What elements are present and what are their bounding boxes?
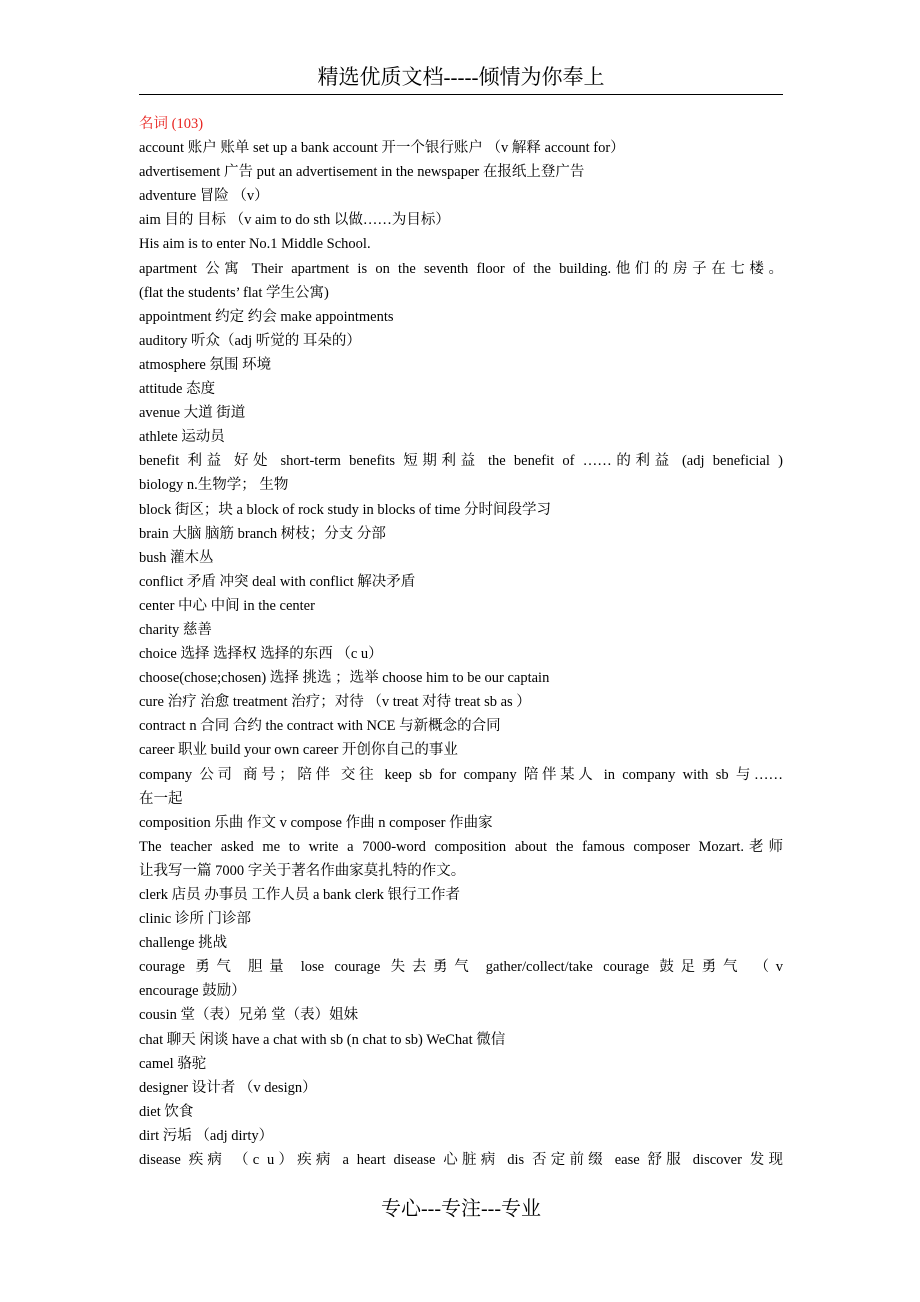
text-line: block 街区；块 a block of rock study in blocks of time 分时间段学习 [139, 501, 551, 518]
text-line: choice 选择 选择权 选择的东西 （c u） [139, 646, 383, 663]
text-line: athlete 运动员 [139, 429, 225, 446]
text-line: clerk 店员 办事员 工作人员 a bank clerk 银行工作者 [139, 887, 460, 903]
text-line: contract n 合同 合约 the contract with NCE 与新概念的合同 [139, 718, 501, 735]
text-line: advertisement 广告 put an advertisement in the newspaper 在报纸上登广告 [139, 164, 585, 181]
text-line: career 职业 build your own career 开创你自己的事业 [139, 742, 458, 759]
text-line: dirt 污垢 （adj dirty） [139, 1127, 274, 1144]
text-line: biology n.生物学； 生物 [139, 477, 289, 494]
text-line: 让我写一篇 7000 字关于著名作曲家莫扎特的作文。 [139, 862, 466, 879]
text-line: disease 疾病 （c u）疾病 a heart disease 心脏病 dis 否定前缀 ease 舒服 discover 发现 [139, 1152, 783, 1169]
page-footer: 专心---专注---专业 [381, 1198, 541, 1220]
text-line: courage 勇气 胆量 lose courage 失去勇气 gather/collect/take courage 鼓足勇气 （v [139, 959, 783, 976]
text-line: His aim is to enter No.1 Middle School. [139, 236, 371, 253]
text-line: choose(chose;chosen) 选择 挑选 ；选举 choose him to be our captain [139, 670, 550, 687]
text-line: bush 灌木丛 [139, 549, 214, 566]
text-line: diet 饮食 [139, 1103, 194, 1120]
text-line: chat 聊天 闲谈 have a chat with sb (n chat to sb) WeChat 微信 [139, 1031, 506, 1048]
section-heading: 名词 (103) [139, 116, 204, 132]
text-line: center 中心 中间 in the center [139, 597, 315, 614]
text-line: avenue 大道 街道 [139, 405, 246, 422]
text-line: apartment 公寓 Their apartment is on the seventh floor of the building.他们的房子在七楼。 [139, 260, 783, 277]
text-line: camel 骆驼 [139, 1055, 207, 1072]
text-line: charity 慈善 [139, 621, 212, 638]
text-line: composition 乐曲 作文 v compose 作曲 n composer 作曲家 [139, 814, 493, 831]
text-line: account 账户 账单 set up a bank account 开一个银行账户 （v 解释 account for） [139, 140, 625, 157]
text-line: auditory 听众（adj 听觉的 耳朵的） [139, 332, 361, 349]
text-line: benefit 利益 好处 short-term benefits 短期利益 the benefit of ……的利益 (adj beneficial ) [139, 453, 783, 470]
text-line: conflict 矛盾 冲突 deal with conflict 解决矛盾 [139, 573, 416, 590]
text-line: company 公司 商号；陪伴 交往 keep sb for company 陪伴某人 in company with sb 与…… [139, 766, 783, 783]
text-line: cousin 堂（表）兄弟 堂（表）姐妹 [139, 1007, 359, 1024]
text-line: encourage 鼓励） [139, 983, 246, 1000]
text-line: appointment 约定 约会 make appointments [139, 308, 394, 325]
text-line: cure 治疗 治愈 treatment 治疗；对待 （v treat 对待 treat sb as ） [139, 694, 531, 711]
text-line: (flat the students’ flat 学生公寓) [139, 284, 329, 301]
text-line: attitude 态度 [139, 381, 216, 398]
text-line: adventure 冒险 （v） [139, 188, 269, 205]
text-line: brain 大脑 脑筋 branch 树枝；分支 分部 [139, 525, 386, 542]
text-line: designer 设计者 （v design） [139, 1079, 317, 1096]
text-line: 在一起 [139, 790, 183, 807]
document-body [139, 112, 783, 1172]
text-line: aim 目的 目标 （v aim to do sth 以做……为目标） [139, 212, 450, 229]
page-header: 精选优质文档-----倾情为你奉上 [139, 62, 783, 95]
text-line: atmosphere 氛围 环境 [139, 356, 272, 373]
text-line: The teacher asked me to write a 7000-word composition about the famous composer Mozart.老师 [139, 838, 783, 855]
text-line: challenge 挑战 [139, 935, 228, 952]
text-line: clinic 诊所 门诊部 [139, 911, 251, 928]
